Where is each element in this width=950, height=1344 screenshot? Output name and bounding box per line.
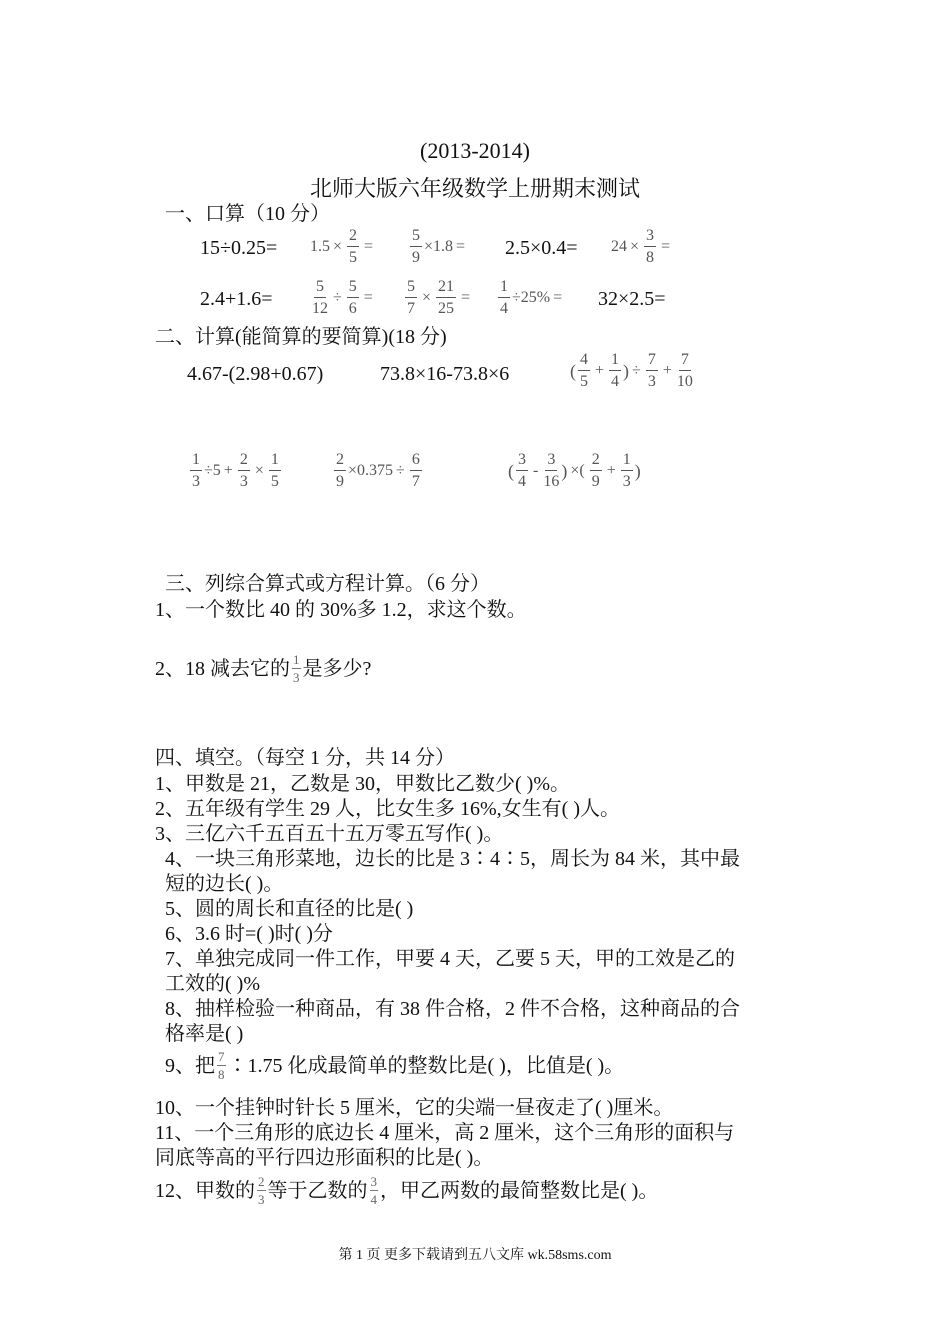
paren: ( (508, 460, 514, 481)
denominator: 16 (543, 473, 560, 490)
fraction (405, 279, 417, 317)
mental-2b (310, 279, 376, 317)
numerator: 1 (190, 452, 202, 471)
numerator: 5 (405, 279, 417, 298)
fill-blank-2: 2、五年级有学生 29 人，比女生多 16%,女生有( )人。 (155, 798, 620, 820)
question-text: 2、18 减去它的 (155, 657, 290, 680)
section2-heading: 二、计算(能简算的要简算)(18 分) (155, 326, 447, 348)
operator: + (606, 462, 616, 479)
numerator: 7 (218, 1049, 225, 1064)
operator: ÷ (396, 462, 405, 479)
calc-1: 4.67-(2.98+0.67) (187, 363, 324, 385)
fill-blank-4-line2: 短的边长( )。 (165, 873, 284, 895)
fill-blank-11-line1: 11、一个三角形的底边长 4 厘米，高 2 厘米，这个三角形的面积与 (155, 1122, 735, 1144)
denominator: 9 (412, 249, 420, 266)
calc-3 (570, 352, 695, 390)
operator: × (630, 238, 640, 255)
numerator: 21 (436, 279, 456, 298)
mental-2d (496, 279, 565, 317)
mental-1e (611, 228, 673, 266)
denominator: 3 (647, 373, 656, 390)
denominator: 8 (646, 249, 655, 266)
denominator: 10 (676, 373, 693, 390)
mental-2a: 2.4+1.6= (200, 288, 273, 310)
denominator: 12 (312, 300, 328, 317)
numerator: 1 (269, 452, 281, 471)
fraction (257, 1175, 266, 1206)
fill-blank-5: 5、圆的周长和直径的比是( ) (165, 898, 414, 920)
fraction (516, 452, 528, 490)
denominator: 5 (580, 373, 588, 390)
page-footer: 第 1 页 更多下载请到五八文库 wk.58sms.com (338, 1248, 612, 1263)
expr-text: 24 (611, 238, 627, 255)
paren: ( (570, 360, 576, 381)
fill-blank-4-line1: 4、一块三角形菜地，边长的比是 3∶4∶5，周长为 84 米，其中最 (165, 848, 740, 870)
question-text: 12、甲数的 (155, 1179, 255, 1202)
expr-text: ×1.8 (424, 238, 454, 255)
section1-heading: 一、口算（10 分） (165, 203, 330, 225)
fill-blank-1: 1、甲数是 21，乙数是 30，甲数比乙数少( )%。 (155, 773, 570, 795)
question-text: ∶1.75 化成最简单的整数比是( )，比值是( )。 (227, 1054, 625, 1077)
numerator: 1 (621, 452, 633, 471)
fill-blank-10: 10、一个挂钟时针长 5 厘米，它的尖端一昼夜走了( )厘米。 (155, 1097, 674, 1119)
question-text: 9、把 (165, 1054, 215, 1077)
fraction (543, 452, 559, 490)
fraction (621, 452, 633, 490)
equals: = (553, 289, 563, 306)
fraction (436, 279, 456, 317)
operator: + (223, 462, 233, 479)
denominator: 7 (411, 473, 420, 490)
paren: ) (634, 460, 641, 481)
equals: = (661, 238, 671, 255)
denominator: 4 (611, 373, 620, 390)
denominator: 6 (348, 300, 357, 317)
denominator: 5 (349, 249, 358, 266)
numerator: 2 (590, 452, 602, 471)
numerator: 1 (609, 352, 621, 371)
fraction (312, 279, 328, 317)
fill-blank-7-line1: 7、单独完成同一件工作，甲要 4 天，乙要 5 天，甲的工效是乙的 (165, 948, 735, 970)
numerator: 4 (578, 352, 590, 371)
numerator: 2 (238, 452, 250, 471)
denominator: 3 (192, 473, 200, 490)
denominator: 3 (293, 670, 300, 685)
fraction (190, 452, 202, 490)
fraction (334, 452, 346, 490)
mental-1d: 2.5×0.4= (505, 237, 578, 259)
denominator: 25 (438, 300, 455, 317)
operator: ÷ (333, 289, 342, 306)
fill-blank-8-line2: 格率是( ) (165, 1023, 244, 1045)
fraction (646, 352, 658, 390)
question-text: 等于乙数的 (267, 1179, 368, 1202)
mental-1a: 15÷0.25= (200, 237, 278, 259)
denominator: 7 (407, 300, 415, 317)
paren: ) (623, 360, 630, 381)
operator: - (533, 462, 539, 479)
word-problem-1: 1、一个数比 40 的 30%多 1.2，求这个数。 (155, 599, 527, 621)
denominator: 4 (518, 473, 526, 490)
fraction (590, 452, 602, 490)
fraction (292, 653, 301, 684)
mental-1c (408, 228, 468, 266)
operator: × (254, 462, 264, 479)
denominator: 3 (239, 473, 248, 490)
question-text: 是多少? (302, 657, 372, 680)
numerator: 6 (410, 452, 422, 471)
numerator: 5 (314, 279, 326, 298)
section4-heading: 四、填空。（每空 1 分，共 14 分） (155, 747, 455, 769)
operator: ÷ (632, 362, 641, 379)
expr-text: ÷25% (512, 289, 551, 306)
numerator: 1 (293, 652, 300, 667)
numerator: 7 (646, 352, 658, 371)
denominator: 9 (336, 473, 344, 490)
year-range: (2013-2014) (420, 138, 530, 163)
denominator: 4 (370, 1192, 377, 1207)
fill-blank-11-line2: 同底等高的平行四边形面积的比是( )。 (155, 1147, 494, 1169)
mental-2e: 32×2.5= (598, 288, 666, 310)
fraction (609, 352, 621, 390)
question-text: ，甲乙两数的最简整数比是( )。 (380, 1179, 659, 1202)
denominator: 8 (218, 1067, 225, 1082)
equals: = (363, 289, 373, 306)
numerator: 3 (644, 228, 656, 247)
numerator: 3 (545, 452, 557, 471)
fraction (347, 228, 359, 266)
page-title: 北师大版六年级数学上册期末测试 (309, 176, 640, 201)
fill-blank-3: 3、三亿六千五百五十五万零五写作( )。 (155, 823, 504, 845)
expr-text: 1.5 (310, 238, 330, 255)
fraction (217, 1050, 226, 1081)
numerator: 5 (410, 228, 422, 247)
fraction (677, 352, 693, 390)
operator: × (422, 289, 432, 306)
numerator: 3 (370, 1174, 377, 1189)
fraction (370, 1175, 379, 1206)
numerator: 5 (347, 279, 359, 298)
expr-text: ×0.375 (348, 462, 394, 479)
numerator: 2 (334, 452, 346, 471)
denominator: 5 (270, 473, 279, 490)
fraction (410, 228, 422, 266)
denominator: 4 (500, 300, 508, 317)
operator: × (333, 238, 343, 255)
numerator: 2 (347, 228, 359, 247)
fraction (238, 452, 250, 490)
calc-5 (332, 452, 424, 490)
paren: ) (561, 460, 568, 481)
operator: ×( (570, 462, 585, 479)
fraction (578, 352, 590, 390)
expr-text: ÷5 (204, 462, 221, 479)
numerator: 3 (516, 452, 528, 471)
mental-1b (310, 228, 376, 266)
fraction (347, 279, 359, 317)
fill-blank-6: 6、3.6 时=( )时( )分 (165, 923, 333, 945)
equals: = (456, 238, 466, 255)
calc-4 (188, 452, 283, 490)
fraction (498, 279, 510, 317)
operator: + (662, 362, 672, 379)
denominator: 3 (258, 1192, 265, 1207)
numerator: 1 (498, 279, 510, 298)
equals: = (364, 238, 374, 255)
denominator: 3 (622, 473, 631, 490)
fill-blank-7-line2: 工效的( )% (165, 973, 260, 995)
calc-2: 73.8×16-73.8×6 (380, 363, 510, 385)
denominator: 9 (591, 473, 600, 490)
equals: = (461, 289, 471, 306)
calc-6 (508, 452, 641, 490)
word-problem-2 (155, 653, 371, 684)
section3-heading: 三、列综合算式或方程计算。（6 分） (165, 573, 490, 595)
operator: + (595, 362, 605, 379)
fill-blank-9 (165, 1050, 624, 1081)
fraction (644, 228, 656, 266)
mental-2c (403, 279, 473, 317)
fill-blank-12 (155, 1175, 658, 1206)
fill-blank-8-line1: 8、抽样检验一种商品，有 38 件合格，2 件不合格，这种商品的合 (165, 998, 740, 1020)
fraction (269, 452, 281, 490)
numerator: 7 (679, 352, 691, 371)
numerator: 2 (258, 1174, 265, 1189)
fraction (410, 452, 422, 490)
